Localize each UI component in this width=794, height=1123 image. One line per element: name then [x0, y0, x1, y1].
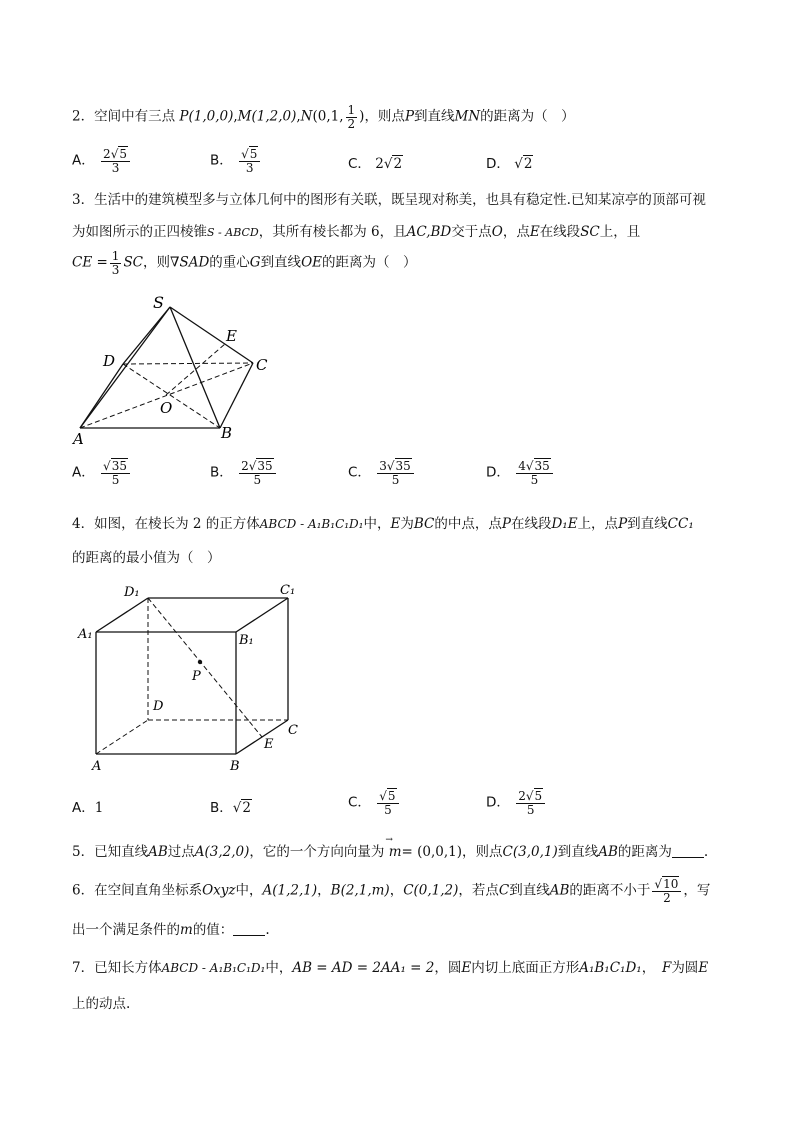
q5-stem: 5．已知直线AB过点A(3,2,0)，它的一个方向向量为 → m= (0,0,1)，则点C(3,0,1)到直线AB的距离为 . — [72, 835, 709, 860]
q6-answer-blank[interactable] — [233, 923, 265, 936]
edge-ad — [80, 364, 123, 428]
edge-b1c1 — [236, 598, 288, 632]
q2-option-c[interactable]: C． 2√2 — [348, 156, 403, 172]
label-c: C — [288, 723, 298, 738]
q4-line1: 4．如图，在棱长为 2 的正方体ABCD - A₁B₁C₁D₁中，E为BC的中点，点P在线段D₁E上，点P到直线CC₁ — [72, 516, 694, 532]
edge-a1d1 — [96, 598, 148, 632]
q4-option-d[interactable]: D． $\frac{2√5}{5}$ — [486, 790, 547, 816]
q4-option-a[interactable]: A．1 — [72, 800, 104, 816]
point-p — [198, 660, 202, 664]
q3-option-c[interactable]: C． $\frac{3√35}{5}$ — [348, 460, 416, 486]
label-c1: C₁ — [280, 583, 296, 598]
q2-option-a[interactable]: A． $\frac{2√5}{3}$ — [72, 148, 132, 174]
q5-answer-blank[interactable] — [672, 845, 704, 858]
vector-arrow-icon: → — [385, 835, 393, 845]
label-d: D — [103, 352, 116, 370]
q2-option-b[interactable]: B． $\frac{√5}{3}$ — [210, 148, 262, 174]
q3-option-d[interactable]: D． $\frac{4√35}{5}$ — [486, 460, 555, 486]
label-c: C — [256, 356, 268, 374]
label-b1: B₁ — [239, 633, 254, 648]
label-d1: D₁ — [124, 585, 140, 600]
q3-option-a[interactable]: A． $\frac{√35}{5}$ — [72, 460, 132, 486]
label-b: B — [221, 424, 233, 442]
label-b: B — [230, 759, 240, 774]
q6-line1: 6．在空间直角坐标系Oxyz中，A(1,2,1)，B(2,1,m)，C(0,1,2)，若点C到直线AB的距离不小于 $\frac{√10}{2}$ ，写 — [72, 877, 711, 905]
segment-d1e — [148, 598, 262, 737]
label-a: A — [73, 430, 84, 447]
edge-sb — [170, 307, 220, 428]
q3-line2: 为如图所示的正四棱锥S - ABCD，其所有棱长都为 6，且AC,BD交于点O，点E在线段SC上，且 — [72, 224, 641, 240]
label-e: E — [264, 737, 274, 752]
label-d: D — [153, 699, 164, 714]
diag-bd — [123, 364, 220, 428]
q4-option-c[interactable]: C． $\frac{√5}{5}$ — [348, 790, 401, 816]
label-a: A — [92, 759, 102, 774]
edge-bc — [220, 363, 253, 428]
q3-line3: CE = $\frac{1}{3}$ SC，则∇SAD的重心G到直线OE的距离为（ ） — [72, 249, 417, 277]
label-a1: A₁ — [78, 627, 93, 642]
q4-line2: 的距离的最小值为（ ） — [72, 550, 221, 566]
label-p: P — [192, 669, 201, 684]
q7-line2: 上的动点. — [72, 996, 131, 1012]
edge-dc-hidden — [123, 363, 253, 364]
cube-figure — [76, 580, 306, 775]
label-e: E — [226, 327, 237, 345]
edge-ad-hidden — [96, 720, 148, 754]
label-s: S — [153, 293, 164, 312]
q3-option-b[interactable]: B． $\frac{2√35}{5}$ — [210, 460, 278, 486]
q4-option-b[interactable]: B．√2 — [210, 800, 251, 816]
q2-option-d[interactable]: D． √2 — [486, 156, 533, 172]
q2-n-fraction: $\frac{1}{2}$ — [347, 103, 356, 131]
edge-sa — [80, 307, 173, 428]
diag-ac — [80, 363, 253, 428]
edge-sc — [170, 307, 253, 363]
edge-sd — [123, 307, 170, 364]
q6-line2: 出一个满足条件的m的值： . — [72, 922, 270, 938]
q2-stem: 2．空间中有三点 P(1,0,0),M(1,2,0),N(0,1, $\frac{1}{2}$ )，则点P到直线MN的距离为（ ） — [72, 103, 575, 131]
pyramid-figure — [68, 292, 283, 447]
q3-line1: 3．生活中的建筑模型多与立体几何中的图形有关联，既呈现对称美，也具有稳定性.已知某凉亭的顶部可视 — [72, 192, 706, 208]
q7-line1: 7．已知长方体ABCD - A₁B₁C₁D₁中，AB = AD = 2AA₁ = 2，圆E内切上底面正方形A₁B₁C₁D₁， F为圆E — [72, 960, 709, 976]
label-o: O — [160, 399, 173, 417]
